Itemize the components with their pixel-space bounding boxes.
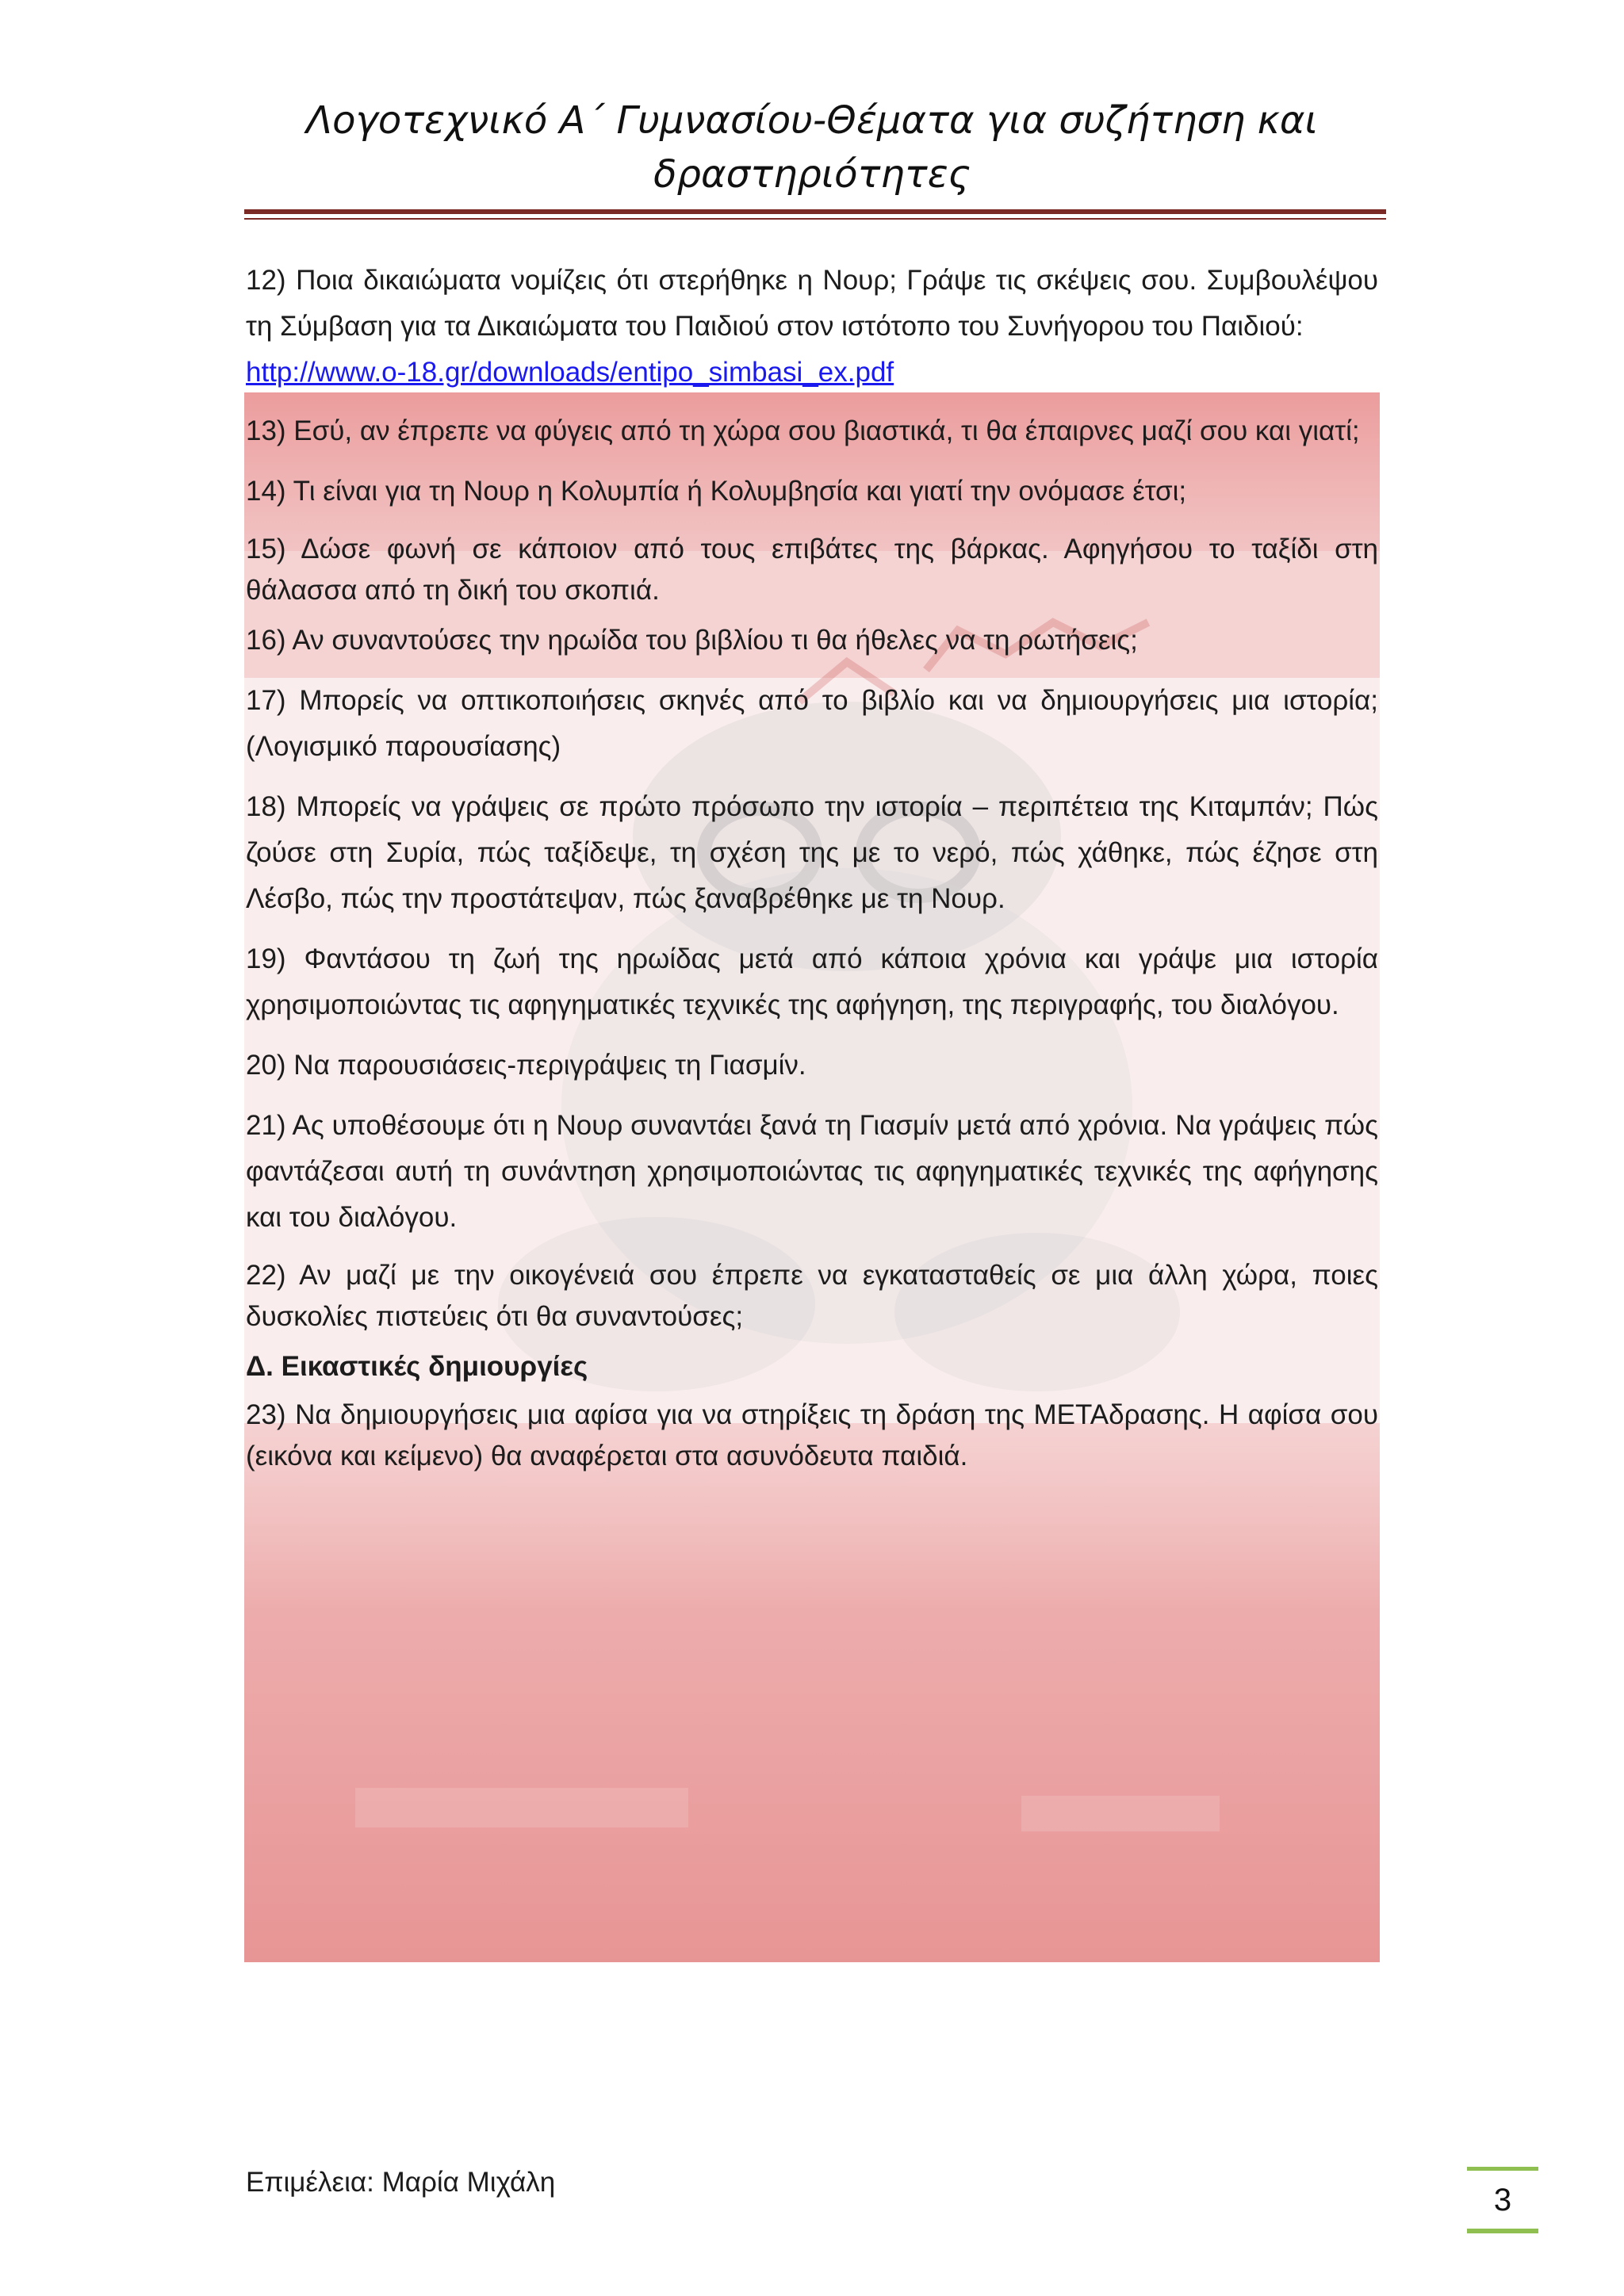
- header-rule: [244, 209, 1386, 214]
- question-17: 17) Μπορείς να οπτικοποιήσεις σκηνές από το βιβλίο και να δημιουργήσεις μια ιστορία; (Λογισμικό παρουσίασης): [246, 685, 1378, 762]
- footer-editor: Επιμέλεια: Μαρία Μιχάλη: [246, 2167, 556, 2198]
- header-title: Λογοτεχνικό Α΄ Γυμνασίου-Θέματα για συζήτηση και δραστηριότητες: [306, 98, 1318, 197]
- page-number: 3: [1493, 2183, 1512, 2218]
- question-18: 18) Μπορείς να γράψεις σε πρώτο πρόσωπο την ιστορία – περιπέτεια της Κιταμπάν; Πώς ζούσε στη Συρία, πώς ταξίδεψε, τη σχέση της με το νερό, πώς χάθηκε, πώς έζησε στη Λέσβο, πώς την προστάτεψαν, πώς ξαναβρέθηκε με τη Νουρ.: [246, 791, 1378, 914]
- page-number-rule-bottom: [1467, 2229, 1538, 2233]
- section-heading: Δ. Εικαστικές δημιουργίες: [246, 1351, 588, 1382]
- page-header: [244, 94, 1380, 201]
- convention-link[interactable]: http://www.o-18.gr/downloads/entipo_simbasi_ex.pdf: [246, 357, 894, 388]
- question-14: 14) Τι είναι για τη Νουρ η Κολυμπία ή Κολυμβησία και γιατί την ονόμασε έτσι;: [246, 476, 1187, 507]
- question-20: 20) Να παρουσιάσεις-περιγράψεις τη Γιασμίν.: [246, 1050, 806, 1081]
- question-13: 13) Εσύ, αν έπρεπε να φύγεις από τη χώρα σου βιαστικά, τι θα έπαιρνες μαζί σου και γιατί;: [246, 415, 1360, 446]
- question-16: 16) Αν συναντούσες την ηρωίδα του βιβλίου τι θα ήθελες να τη ρωτήσεις;: [246, 625, 1138, 656]
- header-rule-thin: [244, 218, 1386, 220]
- question-23: 23) Να δημιουργήσεις μια αφίσα για να στηρίξεις τη δράση της ΜΕΤΑδρασης. Η αφίσα σου (εικόνα και κείμενο) θα αναφέρεται στα ασυνόδευτα παιδιά.: [246, 1399, 1378, 1471]
- question-15: 15) Δώσε φωνή σε κάποιον από τους επιβάτες της βάρκας. Αφηγήσου το ταξίδι στη θάλασσα από τη δική του σκοπιά.: [246, 534, 1378, 606]
- question-21: 21) Ας υποθέσουμε ότι η Νουρ συναντάει ξανά τη Γιασμίν μετά από χρόνια. Να γράψεις πώς φαντάζεσαι αυτή τη συνάντηση χρησιμοποιώντας τις αφηγηματικές τεχνικές της αφήγησης και του διαλόγου.: [246, 1110, 1378, 1233]
- page-number-rule-top: [1467, 2167, 1538, 2171]
- question-19: 19) Φαντάσου τη ζωή της ηρωίδας μετά από κάποια χρόνια και γράψε μια ιστορία χρησιμοποιώντας τις αφηγηματικές τεχνικές της αφήγηση, της περιγραφής, του διαλόγου.: [246, 943, 1378, 1020]
- question-12: 12) Ποια δικαιώματα νομίζεις ότι στερήθηκε η Νουρ; Γράψε τις σκέψεις σου. Συμβουλέψου τη Σύμβαση για τα Δικαιώματα του Παιδιού στον ιστότοπο του Συνήγορου του Παιδιού:: [246, 265, 1378, 342]
- page-number-box: [1467, 2167, 1538, 2233]
- question-22: 22) Αν μαζί με την οικογένειά σου έπρεπε να εγκατασταθείς σε μια άλλη χώρα, ποιες δυσκολίες πιστεύεις ότι θα συναντούσες;: [246, 1260, 1378, 1332]
- document-body: [246, 258, 1378, 1491]
